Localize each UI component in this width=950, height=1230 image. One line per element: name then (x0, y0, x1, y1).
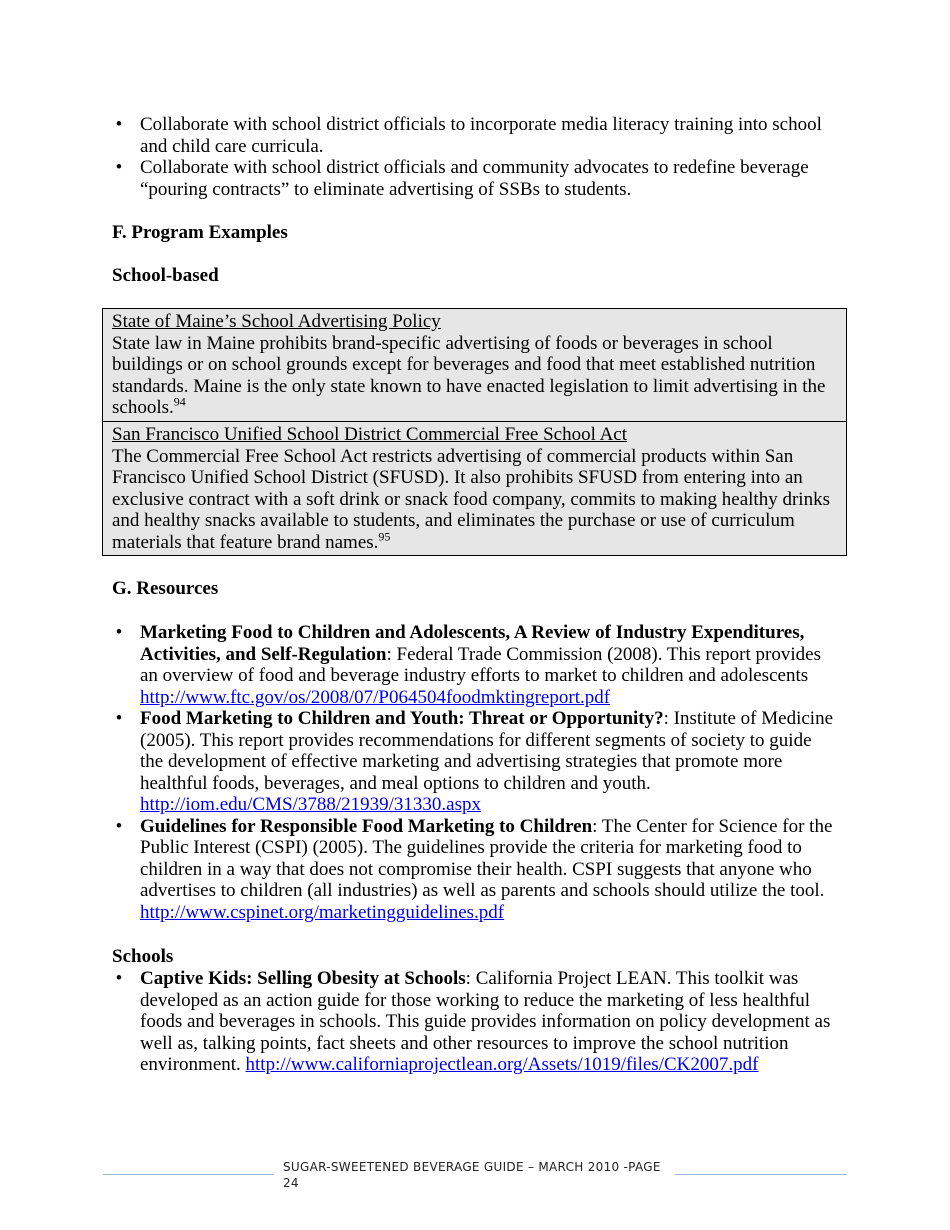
list-item (112, 114, 836, 157)
resources-list (112, 622, 836, 923)
resource-link[interactable]: http://iom.edu/CMS/3788/21939/31330.aspx (140, 794, 481, 815)
footnote-94: 94 (173, 394, 186, 409)
bullet-icon: • (115, 815, 123, 837)
bullet-icon: • (115, 708, 123, 729)
resource-title: Food Marketing to Children and Youth: Threat or Opportunity? (140, 708, 664, 729)
sfusd-act-title: San Francisco Unified School District Commercial Free School Act (112, 424, 628, 445)
resource-link[interactable]: http://www.cspinet.org/marketingguidelines.pdf (140, 901, 505, 923)
maine-policy-box (102, 308, 847, 422)
footer-text: SUGAR-SWEETENED BEVERAGE GUIDE – MARCH 2010 -PAGE 24 (283, 1160, 661, 1190)
bullet-icon: • (115, 157, 123, 178)
list-item (112, 708, 836, 816)
schools-list (112, 968, 836, 1076)
footer-rule-left (103, 1174, 274, 1175)
list-item (112, 968, 836, 1076)
bullet-icon: • (115, 114, 123, 135)
section-g-heading: G. Resources (112, 578, 219, 599)
list-item (112, 816, 836, 924)
footnote-95: 95 (378, 529, 391, 544)
bullet-icon: • (115, 622, 123, 643)
resource-title: Marketing Food to Children and Adolescents, A Review of Industry Expenditures, Activities, and Self-Regulation (140, 622, 805, 665)
maine-policy-body (112, 333, 838, 419)
school-based-subheading: School-based (112, 265, 219, 286)
list-item-text: Collaborate with school district officials and community advocates to redefine beverage “pouring contracts” to eliminate advertising of SSBs to students. (140, 157, 809, 200)
resource-description: : Institute of Medicine (2005). This report provides recommendations for different segments of society to guide the development of effective marketing and advertising strategies that promote more healthful foods, beverages, and meal options to children and youth. (140, 708, 834, 794)
resource-link[interactable]: http://www.ftc.gov/os/2008/07/P064504foodmktingreport.pdf (140, 686, 611, 708)
maine-policy-text: State law in Maine prohibits brand-specific advertising of foods or beverages in school buildings or on school grounds except for beverages and food that meet established nutrition standards. Maine is the only state known to have enacted legislation to limit advertising in the schools. (112, 332, 826, 418)
footer-rule-right (675, 1174, 847, 1175)
resource-description: : The Center for Science for the Public Interest (CSPI) (2005). The guidelines provide the criteria for marketing food to children in a way that does not compromise their health. CSPI suggests that anyone who advertises to children (all industries) as well as parents and schools should utilize the tool. (140, 815, 833, 901)
section-f-heading: F. Program Examples (112, 222, 288, 243)
list-item-text: Collaborate with school district officials to incorporate media literacy training into school and child care curricula. (140, 114, 822, 157)
resource-title: Guidelines for Responsible Food Marketing to Children (140, 815, 593, 837)
intro-bullet-list (112, 114, 836, 200)
sfusd-act-body (112, 446, 838, 554)
list-item (112, 157, 836, 200)
resource-link[interactable]: http://www.californiaprojectlean.org/Assets/1019/files/CK2007.pdf (245, 1054, 759, 1075)
bullet-icon: • (115, 968, 123, 989)
list-item (112, 622, 836, 708)
maine-policy-title: State of Maine’s School Advertising Policy (112, 311, 441, 332)
sfusd-act-text: The Commercial Free School Act restricts advertising of commercial products within San Francisco Unified School District (SFUSD). It also prohibits SFUSD from entering into an exclusive contract with a soft drink or snack food company, commits to making healthy drinks and healthy snacks available to students, and eliminates the purchase or use of curriculum materials that feature brand names. (112, 445, 830, 553)
resource-description: : Federal Trade Commission (2008). This report provides an overview of food and beverage industry efforts to market to children and adolescents (140, 643, 821, 686)
page-footer (0, 1156, 950, 1196)
sfusd-act-box (102, 421, 847, 556)
resource-title: Captive Kids: Selling Obesity at Schools (140, 968, 466, 989)
schools-heading: Schools (112, 946, 174, 967)
resource-description: : California Project LEAN. This toolkit was developed as an action guide for those working to reduce the marketing of less healthful foods and beverages in schools. This guide provides information on policy development as well as, talking points, fact sheets and other resources to improve the school nutrition environment. (140, 968, 831, 1075)
